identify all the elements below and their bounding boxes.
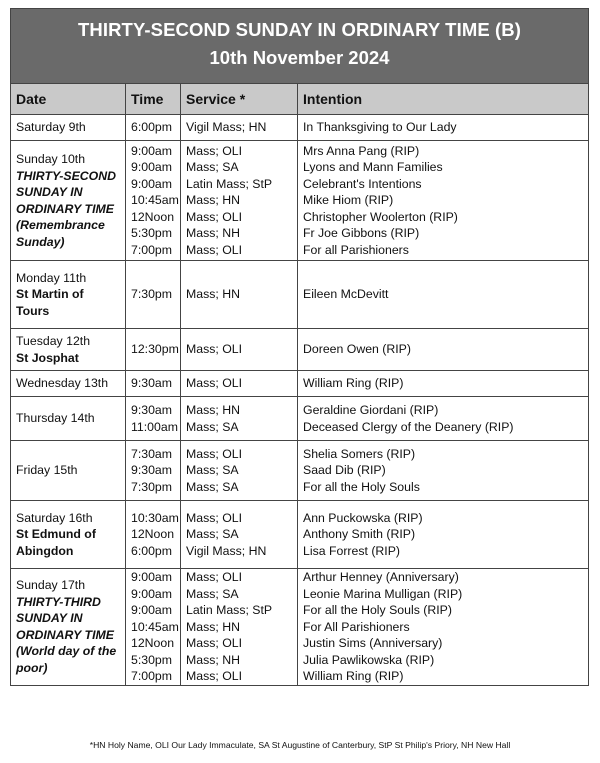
mass-time: 10:45am bbox=[131, 619, 179, 634]
mass-time: 5:30pm bbox=[131, 652, 173, 667]
mass-intention: Arthur Henney (Anniversary) bbox=[303, 570, 459, 584]
intention-cell bbox=[298, 261, 589, 329]
feast-label: (Remembrance bbox=[16, 218, 105, 232]
day-label: Saturday 16th bbox=[16, 510, 93, 525]
service-type: Vigil Mass; HN bbox=[186, 120, 267, 135]
mass-intention: Geraldine Giordani (RIP) bbox=[303, 403, 439, 417]
mass-intention: Julia Pawlikowska (RIP) bbox=[303, 652, 435, 667]
feast-label: poor) bbox=[16, 660, 48, 675]
feast-label: SUNDAY IN bbox=[16, 611, 83, 626]
service-type: Mass; OLI bbox=[186, 376, 243, 391]
mass-intention: Deceased Clergy of the Deanery (RIP) bbox=[303, 419, 514, 434]
intention-cell bbox=[298, 371, 589, 397]
feast-label: ORDINARY TIME bbox=[16, 201, 114, 216]
service-type: Mass; OLI bbox=[186, 510, 243, 525]
time-cell bbox=[126, 141, 181, 261]
mass-intention: Celebrant's Intentions bbox=[303, 176, 422, 191]
time-cell bbox=[126, 397, 181, 441]
service-type: Mass; HN bbox=[186, 193, 240, 208]
feast-label: Tours bbox=[16, 303, 50, 318]
service-type: Mass; SA bbox=[186, 160, 239, 175]
mass-intention: Christopher Woolerton (RIP) bbox=[303, 209, 458, 224]
mass-time: 9:00am bbox=[131, 603, 173, 617]
feast-label: ORDINARY TIME bbox=[16, 627, 114, 642]
mass-time: 5:30pm bbox=[131, 226, 173, 241]
day-label: Friday 15th bbox=[16, 463, 78, 478]
day-label: Sunday 17th bbox=[16, 578, 86, 593]
mass-time: 11:00am bbox=[131, 419, 178, 434]
service-type: Mass; NH bbox=[186, 652, 240, 667]
mass-intention: Mike Hiom (RIP) bbox=[303, 193, 394, 208]
mass-time: 9:00am bbox=[131, 143, 173, 158]
time-cell bbox=[126, 569, 181, 686]
service-type: Mass; SA bbox=[186, 463, 239, 478]
date-cell bbox=[11, 115, 126, 141]
feast-label: SUNDAY IN bbox=[16, 185, 83, 199]
intention-cell bbox=[298, 115, 589, 141]
service-type: Mass; SA bbox=[186, 527, 239, 542]
mass-intention: William Ring (RIP) bbox=[303, 669, 404, 683]
mass-intention: Lisa Forrest (RIP) bbox=[303, 543, 401, 558]
mass-intention: Eileen McDevitt bbox=[303, 287, 389, 302]
mass-intention: Anthony Smith (RIP) bbox=[303, 527, 416, 542]
service-cell bbox=[181, 397, 298, 441]
mass-time: 12Noon bbox=[131, 209, 175, 224]
service-cell bbox=[181, 501, 298, 569]
column-header-intention: Intention bbox=[298, 84, 589, 115]
service-cell bbox=[181, 569, 298, 686]
day-label: Sunday 10th bbox=[16, 152, 86, 166]
mass-intention: William Ring (RIP) bbox=[303, 376, 404, 391]
mass-time: 9:00am bbox=[131, 160, 173, 175]
mass-time: 7:30pm bbox=[131, 479, 173, 494]
date-cell bbox=[11, 329, 126, 371]
intention-cell bbox=[298, 501, 589, 569]
mass-intention: Fr Joe Gibbons (RIP) bbox=[303, 226, 420, 241]
mass-intention: Saad Dib (RIP) bbox=[303, 463, 386, 478]
day-label: Monday 11th bbox=[16, 270, 87, 285]
schedule-row bbox=[11, 569, 589, 686]
column-header-service: Service * bbox=[181, 84, 298, 115]
day-label: Wednesday 13th bbox=[16, 376, 109, 391]
time-cell bbox=[126, 371, 181, 397]
feast-label: THIRTY-SECOND bbox=[16, 168, 116, 183]
service-type: Latin Mass; StP bbox=[186, 603, 273, 617]
feast-label: St Edmund of bbox=[16, 527, 96, 542]
service-type: Latin Mass; StP bbox=[186, 176, 273, 191]
footnote: *HN Holy Name, OLI Our Lady Immaculate, SA St Augustine of Canterbury, StP St Philip's Priory, NH New Hall bbox=[89, 740, 511, 750]
service-cell bbox=[181, 115, 298, 141]
service-type: Mass; NH bbox=[186, 226, 240, 241]
mass-intention: For all the Holy Souls (RIP) bbox=[303, 603, 452, 617]
date-cell bbox=[11, 141, 126, 261]
mass-time: 12Noon bbox=[131, 636, 175, 650]
mass-intention: Shelia Somers (RIP) bbox=[303, 446, 416, 461]
mass-intention: For All Parishioners bbox=[303, 619, 410, 634]
column-header-date: Date bbox=[11, 84, 126, 115]
service-type: Mass; HN bbox=[186, 287, 240, 302]
time-cell bbox=[126, 501, 181, 569]
service-type: Mass; SA bbox=[186, 479, 239, 494]
mass-intention: Lyons and Mann Families bbox=[303, 160, 443, 175]
feast-label: Sunday) bbox=[16, 234, 65, 249]
feast-label: THIRTY-THIRD bbox=[16, 594, 101, 609]
service-type: Mass; OLI bbox=[186, 143, 243, 158]
intention-cell bbox=[298, 569, 589, 686]
service-cell bbox=[181, 371, 298, 397]
mass-time: 7:30pm bbox=[131, 287, 173, 302]
day-label: Thursday 14th bbox=[16, 411, 95, 426]
mass-time: 10:30am bbox=[131, 510, 179, 525]
mass-intention: Leonie Marina Mulligan (RIP) bbox=[303, 586, 463, 601]
schedule-row bbox=[11, 329, 589, 371]
mass-time: 6:00pm bbox=[131, 543, 173, 558]
service-type: Mass; OLI bbox=[186, 242, 243, 257]
service-type: Mass; OLI bbox=[186, 209, 243, 224]
service-type: Mass; HN bbox=[186, 403, 240, 417]
mass-intention: In Thanksgiving to Our Lady bbox=[303, 120, 457, 135]
feast-label: St Josphat bbox=[16, 350, 79, 365]
mass-time: 9:00am bbox=[131, 176, 173, 191]
mass-time: 9:30am bbox=[131, 376, 173, 391]
schedule-row bbox=[11, 115, 589, 141]
service-type: Mass; SA bbox=[186, 586, 239, 601]
service-type: Vigil Mass; HN bbox=[186, 543, 267, 558]
schedule-row bbox=[11, 501, 589, 569]
date-cell bbox=[11, 501, 126, 569]
schedule-row bbox=[11, 261, 589, 329]
schedule-row bbox=[11, 371, 589, 397]
service-cell bbox=[181, 329, 298, 371]
feast-label: (World day of the bbox=[16, 644, 117, 659]
mass-time: 9:30am bbox=[131, 463, 173, 478]
mass-time: 6:00pm bbox=[131, 120, 173, 135]
schedule-row bbox=[11, 441, 589, 501]
intention-cell bbox=[298, 441, 589, 501]
page-date: 10th November 2024 bbox=[209, 47, 390, 68]
service-type: Mass; OLI bbox=[186, 446, 243, 461]
feast-label: Abingdon bbox=[16, 543, 74, 558]
column-header-time: Time bbox=[126, 84, 181, 115]
mass-intention: Ann Puckowska (RIP) bbox=[303, 510, 423, 525]
mass-time: 10:45am bbox=[131, 193, 179, 208]
mass-intention: For all Parishioners bbox=[303, 242, 409, 257]
service-type: Mass; HN bbox=[186, 619, 240, 634]
mass-time: 12:30pm bbox=[131, 342, 179, 357]
service-type: Mass; SA bbox=[186, 419, 239, 434]
mass-time: 7:00pm bbox=[131, 242, 173, 257]
time-cell bbox=[126, 329, 181, 371]
intention-cell bbox=[298, 329, 589, 371]
mass-time: 9:00am bbox=[131, 570, 173, 584]
service-type: Mass; OLI bbox=[186, 636, 243, 650]
date-cell bbox=[11, 441, 126, 501]
service-type: Mass; OLI bbox=[186, 570, 243, 584]
schedule-row bbox=[11, 141, 589, 261]
mass-time: 9:00am bbox=[131, 586, 173, 601]
day-label: Saturday 9th bbox=[16, 120, 86, 135]
date-cell bbox=[11, 569, 126, 686]
intention-cell bbox=[298, 397, 589, 441]
service-type: Mass; OLI bbox=[186, 342, 243, 357]
mass-intention: Mrs Anna Pang (RIP) bbox=[303, 143, 420, 158]
mass-time: 9:30am bbox=[131, 403, 173, 417]
time-cell bbox=[126, 115, 181, 141]
time-cell bbox=[126, 441, 181, 501]
mass-time: 7:00pm bbox=[131, 669, 173, 683]
service-cell bbox=[181, 141, 298, 261]
service-cell bbox=[181, 441, 298, 501]
service-cell bbox=[181, 261, 298, 329]
feast-label: St Martin of bbox=[16, 287, 84, 302]
day-label: Tuesday 12th bbox=[16, 334, 91, 348]
service-type: Mass; OLI bbox=[186, 669, 243, 683]
date-cell bbox=[11, 397, 126, 441]
title-banner bbox=[10, 8, 589, 83]
mass-time: 7:30am bbox=[131, 446, 173, 461]
page-title: THIRTY-SECOND SUNDAY IN ORDINARY TIME (B) bbox=[78, 19, 521, 40]
mass-intention: For all the Holy Souls bbox=[303, 479, 420, 494]
mass-schedule-sheet bbox=[10, 8, 589, 686]
schedule-table bbox=[10, 83, 589, 686]
mass-intention: Doreen Owen (RIP) bbox=[303, 342, 411, 357]
mass-time: 12Noon bbox=[131, 527, 175, 542]
intention-cell bbox=[298, 141, 589, 261]
schedule-row bbox=[11, 397, 589, 441]
time-cell bbox=[126, 261, 181, 329]
schedule-body bbox=[11, 115, 589, 686]
date-cell bbox=[11, 371, 126, 397]
date-cell bbox=[11, 261, 126, 329]
mass-intention: Justin Sims (Anniversary) bbox=[303, 636, 443, 650]
table-header-row bbox=[11, 84, 589, 115]
